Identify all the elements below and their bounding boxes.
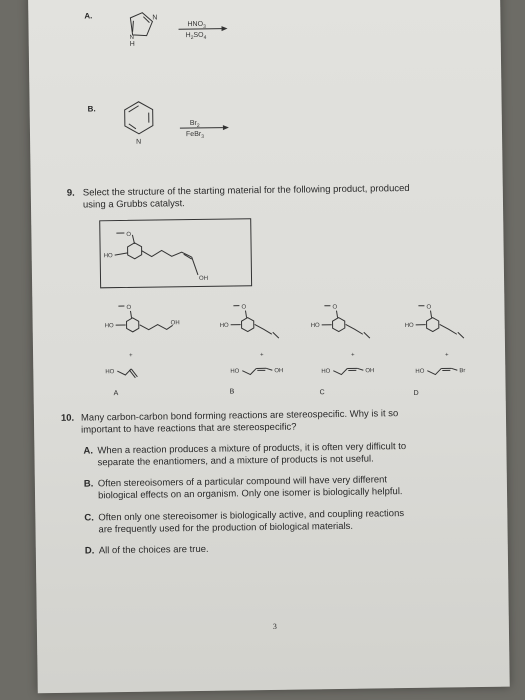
q10-number: 10. [60, 412, 75, 424]
page-number: 3 [272, 621, 277, 631]
q10-option-c: C. Often only one stereoisomer is biologically active, and coupling reactions are frequently used for the production of biological materials. [84, 508, 405, 536]
choice-2-bottom-right: OH [365, 368, 375, 375]
choice-3-ring [426, 317, 438, 331]
q10-option-b: B. Often stereoisomers of a particular compound will have very different biological effects on an organism. Only one isomer is biologically helpful. [83, 474, 403, 502]
q10-option-d: D. All of the choices are true. [84, 543, 209, 557]
choice-0-o: O [126, 304, 132, 311]
pyridine-n-atom: N [136, 138, 142, 146]
reagent-febr3: FeBr$_3$ [185, 130, 205, 140]
q10-option-a: A. When a reaction produces a mixture of products, it is often very difficult to separate the enantiomers, and a mixture of products is not useful. [83, 441, 407, 469]
svg-text:OH: OH [198, 275, 209, 282]
choice-0-ring [126, 318, 138, 332]
choice-1-bottom-right: OH [274, 368, 284, 375]
choice-b-letter: B [229, 388, 235, 396]
choice-d-letter: D [413, 389, 419, 397]
choice-3-bottom-right: Br [459, 368, 466, 375]
svg-text:O: O [126, 231, 132, 238]
choice-1-plus: + [260, 352, 264, 359]
choice-3-top-ho: HO [404, 322, 414, 329]
choice-3-o: O [426, 304, 432, 311]
q9-number: 9. [66, 187, 75, 199]
reaction-a-label: A. [84, 11, 93, 21]
svg-text:N: N [129, 34, 135, 41]
choice-3-plus: + [445, 352, 449, 359]
q10-prompt: Many carbon-carbon bond forming reactions are stereospecific. Why is it so important to have reactions that are stereospecific? [80, 408, 399, 436]
choice-1-bottom-ho: HO [230, 368, 240, 375]
choice-2-top-ho: HO [310, 322, 320, 329]
choice-3-bottom-ho: HO [415, 368, 425, 375]
choice-a-letter: A [113, 390, 119, 398]
choice-2-plus: + [351, 352, 355, 359]
q9-prompt: Select the structure of the starting material for the following product, produced using a Grubbs catalyst. [82, 182, 410, 211]
choice-0-top-ho: HO [104, 323, 114, 330]
worksheet-page [28, 0, 510, 693]
choice-0-plus: + [129, 352, 133, 359]
choices-structures [28, 0, 506, 413]
choice-1-o: O [241, 304, 247, 311]
choice-c-letter: C [319, 389, 325, 397]
choice-1-ring [241, 317, 253, 331]
choice-1-top-ho: HO [219, 322, 229, 329]
choice-2-bottom-ho: HO [321, 368, 331, 375]
reagent-hno3: $HNO_3$ [187, 20, 206, 30]
imidazole-h-atom: H [129, 40, 135, 48]
choice-0-top-oh: OH [170, 320, 180, 327]
choice-2-o: O [332, 304, 338, 311]
choice-2-ring [332, 318, 344, 332]
reagent-h2so4: $H_2SO_4$ [185, 31, 207, 42]
imidazole-n-atom: N [152, 14, 158, 22]
reagent-br2: $Br_2$ [189, 119, 200, 129]
svg-text:HO: HO [103, 253, 113, 260]
choice-0-bottom-ho: HO [105, 369, 115, 376]
reaction-b-label: B. [87, 104, 96, 114]
